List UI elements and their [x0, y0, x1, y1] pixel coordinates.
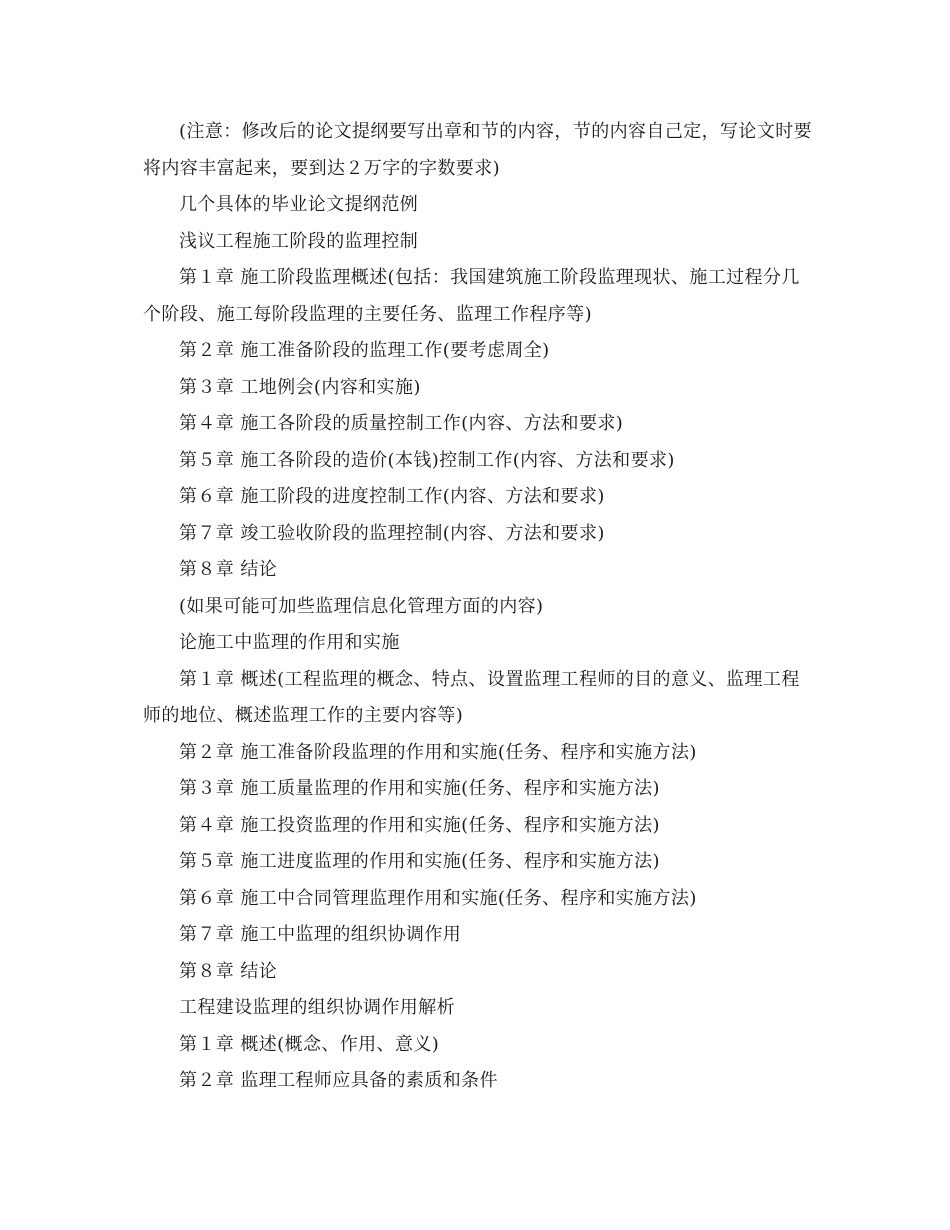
chapter-item: 第６章 施工阶段的进度控制工作(内容、方法和要求) [179, 486, 605, 507]
outline-title: 论施工中监理的作用和实施 [179, 632, 400, 653]
chapter-item: 第１章 概述(工程监理的概念、特点、设置监理工程师的目的意义、监理工程师的地位、概述监理工作的主要内容等) [143, 668, 800, 726]
chapter-item: 第３章 工地例会(内容和实施) [179, 376, 421, 398]
chapter-item: 第１章 概述(概念、作用、意义) [179, 1033, 440, 1055]
chapter-item: 第８章 结论 [179, 559, 278, 580]
chapter-item: 第５章 施工进度监理的作用和实施(任务、程序和实施方法) [179, 851, 660, 872]
note-paragraph: (注意：修改后的论文提纲要写出章和节的内容，节的内容自己定，写论文时要将内容丰富起来，要到达２万字的字数要求) [143, 121, 813, 179]
chapter-item: 第８章 结论 [179, 960, 278, 982]
document-body [143, 114, 813, 1100]
chapter-item: 第４章 施工投资监理的作用和实施(任务、程序和实施方法) [179, 814, 660, 836]
chapter-item: 第６章 施工中合同管理监理作用和实施(任务、程序和实施方法) [179, 887, 697, 909]
chapter-item: 第７章 施工中监理的组织协调作用 [179, 924, 462, 945]
chapter-item: 第２章 施工准备阶段的监理工作(要考虑周全) [179, 340, 550, 361]
chapter-item: 第３章 施工质量监理的作用和实施(任务、程序和实施方法) [179, 778, 660, 799]
section-heading: 几个具体的毕业论文提纲范例 [179, 194, 419, 215]
chapter-item: 第１章 施工阶段监理概述(包括：我国建筑施工阶段监理现状、施工过程分几个阶段、施工每阶段监理的主要任务、监理工作程序等) [143, 267, 800, 325]
note-paragraph: (如果可能可加些监理信息化管理方面的内容) [179, 595, 544, 617]
chapter-item: 第７章 竣工验收阶段的监理控制(内容、方法和要求) [179, 522, 605, 544]
chapter-item: 第４章 施工各阶段的质量控制工作(内容、方法和要求) [179, 413, 624, 434]
chapter-item: 第２章 施工准备阶段监理的作用和实施(任务、程序和实施方法) [179, 741, 697, 763]
chapter-item: 第５章 施工各阶段的造价(本钱)控制工作(内容、方法和要求) [179, 449, 675, 471]
chapter-item: 第２章 监理工程师应具备的素质和条件 [179, 1070, 498, 1091]
outline-title: 工程建设监理的组织协调作用解析 [179, 997, 455, 1018]
outline-title: 浅议工程施工阶段的监理控制 [179, 230, 419, 252]
